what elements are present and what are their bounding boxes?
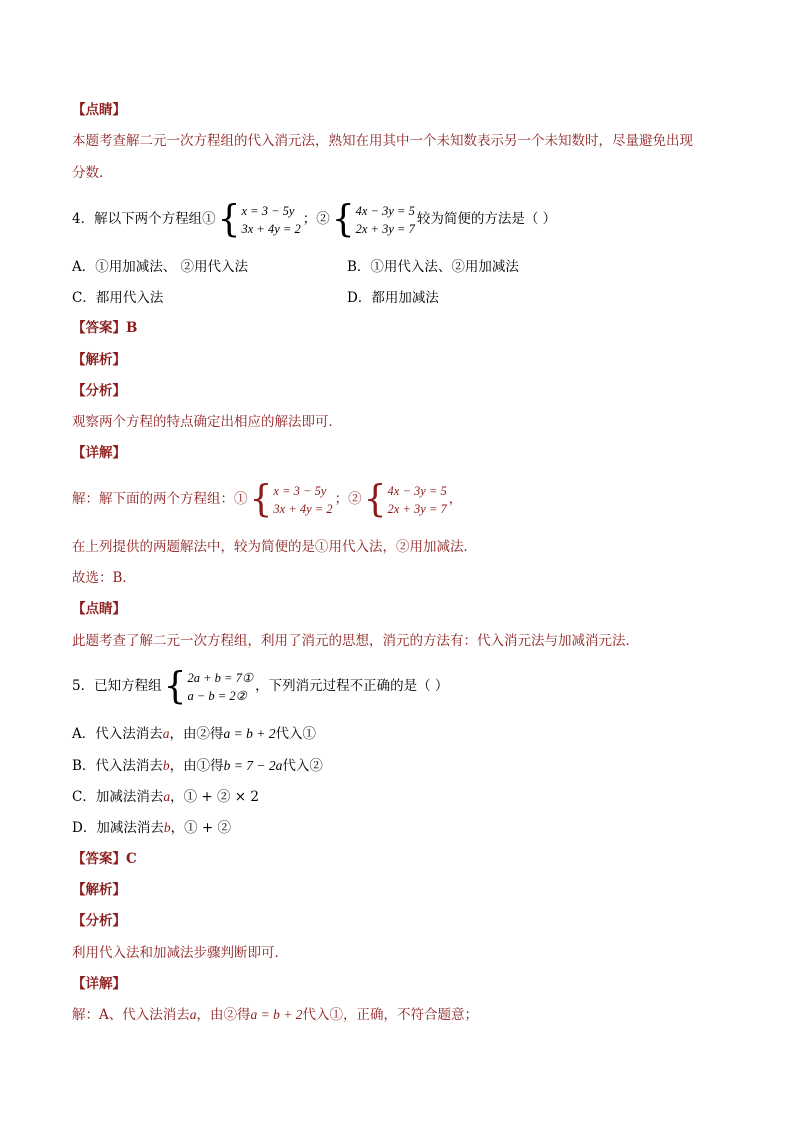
q4-suffix: 较为简便的方法是（ ） — [416, 211, 557, 227]
q5-fenxi: 【分析】 — [72, 913, 126, 929]
q4-options-row1 — [72, 257, 519, 277]
q5-answer: 【答案】C — [72, 851, 137, 867]
q4-solution — [72, 477, 463, 521]
q4-fenxi-text: 观察两个方程的特点确定出相应的解法即可． — [72, 414, 342, 430]
q4-sol-system-1: { x = 3 − 5y 3x + 4y = 2 — [249, 477, 333, 521]
dianjing-text-line1: 本题考查解二元一次方程组的代入消元法，熟知在用其中一个未知数表示另一个未知数时，尽量避免出现 — [72, 133, 693, 149]
q5-option-a: A．代入法消去a，由②得a = b + 2代入① — [72, 726, 316, 742]
q4-sys1-eq1: x = 3 − 5y — [241, 203, 295, 218]
q4-sol-line3: 故选：B． — [72, 570, 136, 586]
q4-sol-sys2-eq1: 4x − 3y = 5 — [387, 483, 447, 498]
q4-sol-prefix: 解：解下面的两个方程组：① — [72, 491, 248, 507]
q5-option-c: C．加减法消去a，① + ② × 2 — [72, 789, 259, 805]
q4-xiangjie: 【详解】 — [72, 445, 126, 461]
q4-sol-sys1-eq1: x = 3 − 5y — [273, 483, 327, 498]
q4-dianjing: 【点睛】 — [72, 601, 126, 617]
q5-option-d: D．加减法消去b，① + ② — [72, 820, 231, 836]
dianjing-text-line2: 分数． — [72, 165, 113, 181]
q5-system: { 2a + b = 7① a − b = 2② — [163, 664, 254, 708]
q5-solution-line1: 解：A、代入法消去a，由②得a = b + 2代入①，正确，不符合题意； — [72, 1007, 478, 1023]
q4-option-a: A．①用加减法、 ②用代入法 — [72, 259, 249, 275]
q4-sys2-eq1: 4x − 3y = 5 — [355, 203, 415, 218]
q4-sol-suffix: ， — [448, 491, 463, 507]
q5-suffix: ，下列消元过程不正确的是（ ） — [255, 678, 449, 694]
q4-system-2: { 4x − 3y = 5 2x + 3y = 7 — [331, 197, 415, 241]
q4-option-c: C．都用代入法 — [72, 290, 164, 306]
q4-option-d: D．都用加减法 — [347, 290, 439, 306]
q4-mid: ；② — [302, 211, 330, 227]
q4-sys2-eq2: 2x + 3y = 7 — [355, 221, 415, 236]
q5-prefix: 5．已知方程组 — [72, 678, 162, 694]
q5-option-b: B．代入法消去b，由①得b = 7 − 2a代入② — [72, 758, 323, 774]
q4-sol-sys1-eq2: 3x + 4y = 2 — [273, 501, 333, 516]
q4-dianjing-text: 此题考查了解二元一次方程组，利用了消元的思想，消元的方法有：代入消元法与加减消元法． — [72, 633, 639, 649]
q5-sys-eq2: a − b = 2② — [187, 688, 247, 703]
q4-sol-line2: 在上列提供的两题解法中，较为简便的是①用代入法，②用加减法． — [72, 539, 477, 555]
q5-jiexi: 【解析】 — [72, 882, 126, 898]
q4-sol-sys2-eq2: 2x + 3y = 7 — [387, 501, 447, 516]
q4-sol-mid: ；② — [334, 491, 362, 507]
q4-jiexi: 【解析】 — [72, 352, 126, 368]
q4-sol-system-2: { 4x − 3y = 5 2x + 3y = 7 — [363, 477, 447, 521]
q4-sys1-eq2: 3x + 4y = 2 — [241, 221, 301, 236]
q5-xiangjie: 【详解】 — [72, 976, 126, 992]
question-4 — [72, 197, 557, 241]
q4-prefix: 4．解以下两个方程组① — [72, 211, 216, 227]
q4-answer: 【答案】B — [72, 320, 138, 336]
q4-options-row2 — [72, 288, 439, 308]
tag-dianjing-1: 【点睛】 — [72, 102, 126, 118]
question-5 — [72, 664, 449, 708]
q4-fenxi: 【分析】 — [72, 383, 126, 399]
q4-option-b: B．①用代入法、②用加减法 — [347, 259, 519, 275]
q5-fenxi-text: 利用代入法和加减法步骤判断即可． — [72, 945, 288, 961]
q4-system-1: { x = 3 − 5y 3x + 4y = 2 — [217, 197, 301, 241]
q5-sys-eq1: 2a + b = 7① — [187, 670, 254, 685]
